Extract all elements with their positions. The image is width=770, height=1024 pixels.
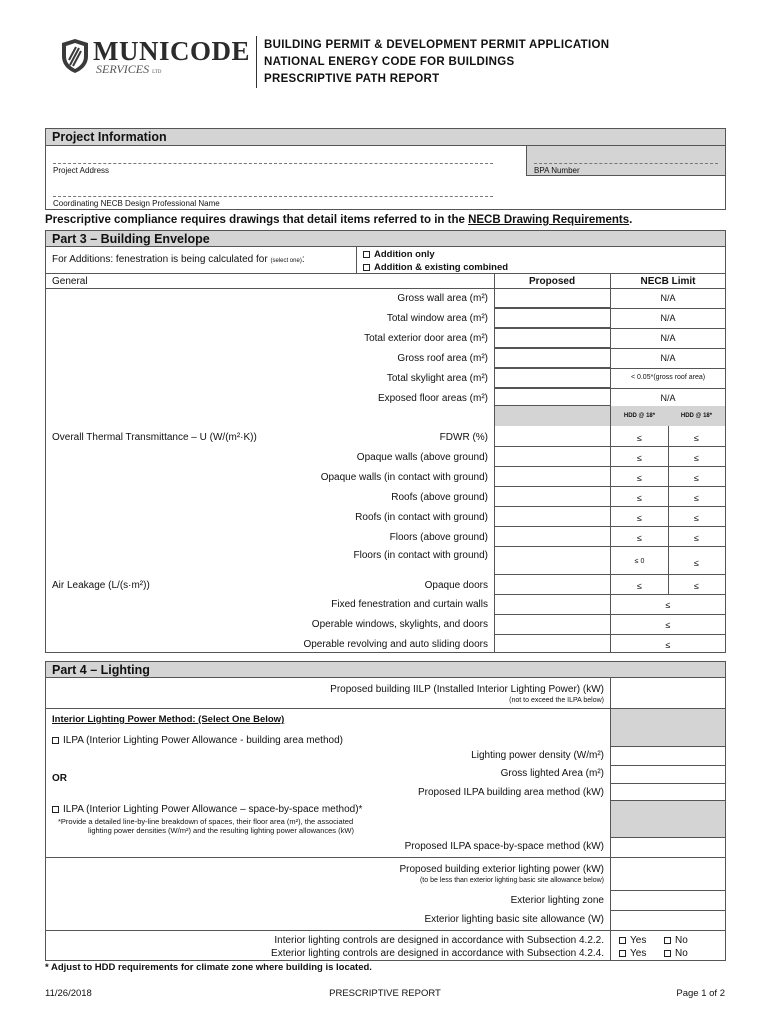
u-row-limit-b: ≤ <box>694 433 699 443</box>
lpd-label: Lighting power density (W/m²) <box>471 750 604 761</box>
u-value-label: Overall Thermal Transmittance – U (W/(m²·K)) <box>52 432 257 443</box>
logo-main-text: MUNICODE <box>93 36 250 66</box>
ext-yes-checkbox[interactable] <box>619 950 626 957</box>
u-row-label: Floors (above ground) <box>389 532 488 543</box>
air-row-limit: ≤ <box>665 620 671 630</box>
additions-label: For Additions: fenestration is being calculated for (select one): <box>52 254 305 265</box>
air-row-label: Operable windows, skylights, and doors <box>311 619 488 630</box>
general-row-limit: N/A <box>660 293 676 303</box>
u-row-limit-a: ≤ <box>637 581 642 591</box>
general-row-proposed-input[interactable] <box>495 308 610 328</box>
general-row-proposed-input[interactable] <box>495 388 610 406</box>
necb-drawing-requirements-link[interactable]: NECB Drawing Requirements <box>468 214 630 226</box>
header-divider <box>256 36 257 88</box>
or-label: OR <box>52 773 67 784</box>
u-row-limit-a: ≤ <box>637 513 642 523</box>
addition-existing-checkbox[interactable] <box>363 264 370 271</box>
bpa-number-label: BPA Number <box>534 166 580 175</box>
project-address-label: Project Address <box>53 166 110 175</box>
general-row-label: Exposed floor areas (m²) <box>377 393 488 404</box>
u-row-label: Opaque doors <box>424 580 488 591</box>
u-row-limit-a: ≤ 0 <box>634 558 645 565</box>
col-proposed: Proposed <box>528 276 576 287</box>
coordinating-professional-field[interactable] <box>53 196 493 197</box>
ext-power-label: Proposed building exterior lighting power (kW) <box>399 864 604 875</box>
logo-sub-text: SERVICES LTD <box>96 62 162 76</box>
u-row-limit-b: ≤ <box>694 473 699 483</box>
general-row-label: Total window area (m²) <box>386 313 488 324</box>
general-row-label: Total skylight area (m²) <box>386 373 488 384</box>
general-label: General <box>52 276 88 287</box>
ilpa-space-option[interactable]: ILPA (Interior Lighting Power Allowance – space-by-space method)* <box>52 804 362 815</box>
project-address-field[interactable] <box>53 163 493 164</box>
general-row-proposed-input[interactable] <box>495 368 610 388</box>
hdd-footnote: * Adjust to HDD requirements for climate zone where building is located. <box>45 962 372 973</box>
row-divider <box>494 506 726 507</box>
footer-date: 11/26/2018 <box>45 988 92 999</box>
general-row-label: Total exterior door area (m²) <box>364 333 488 344</box>
u-row-limit-b: ≤ <box>694 558 699 568</box>
row-divider <box>494 574 726 575</box>
row-divider <box>494 466 726 467</box>
u-row-limit-a: ≤ <box>637 473 642 483</box>
general-row-limit: N/A <box>660 313 676 323</box>
u-row-limit-b: ≤ <box>694 453 699 463</box>
general-row-proposed-input[interactable] <box>495 288 610 308</box>
int-yes-checkbox[interactable] <box>619 937 626 944</box>
u-row-limit-b: ≤ <box>694 493 699 503</box>
compliance-notice: Prescriptive compliance requires drawings that detail items referred to in the NECB Drawing Requirements. <box>45 214 633 226</box>
coordinating-professional-label: Coordinating NECB Design Professional Name <box>53 199 220 208</box>
row-divider <box>494 594 726 595</box>
gla-label: Gross lighted Area (m²) <box>500 768 604 779</box>
air-leakage-label: Air Leakage (L/(s·m²)) <box>52 580 150 591</box>
iilp-label: Proposed building IILP (Installed Interior Lighting Power) (kW) <box>330 684 604 695</box>
u-row-label: FDWR (%) <box>439 432 488 443</box>
footer-title: PRESCRIPTIVE REPORT <box>329 988 441 999</box>
space-note-2: lighting power densities (W/m²) and the resulting lighting power allowances (kW) <box>88 826 354 835</box>
u-row-limit-b: ≤ <box>694 533 699 543</box>
air-row-label: Operable revolving and auto sliding doors <box>303 639 488 650</box>
addition-existing-option[interactable]: Addition & existing combined <box>363 262 508 273</box>
hdd-col-1: HDD @ 18* <box>623 413 656 419</box>
method-grey-cell <box>611 709 725 746</box>
u-row-limit-a: ≤ <box>637 453 642 463</box>
int-controls-label: Interior lighting controls are designed in accordance with Subsection 4.2.2. <box>274 935 604 946</box>
int-controls-yes[interactable]: Yes <box>619 935 646 946</box>
header-title-2: NATIONAL ENERGY CODE FOR BUILDINGS <box>264 56 515 68</box>
ext-no-checkbox[interactable] <box>664 950 671 957</box>
ilpa-space-result-label: Proposed ILPA space-by-space method (kW) <box>404 841 604 852</box>
addition-only-checkbox[interactable] <box>363 251 370 258</box>
general-row-proposed-input[interactable] <box>495 328 610 348</box>
row-divider <box>494 546 726 547</box>
general-row-limit: N/A <box>660 353 676 363</box>
u-row-label: Opaque walls (above ground) <box>356 452 488 463</box>
air-row-label: Fixed fenestration and curtain walls <box>331 599 488 610</box>
general-row-proposed-input[interactable] <box>495 348 610 368</box>
u-row-label: Roofs (in contact with ground) <box>355 512 488 523</box>
u-row-limit-a: ≤ <box>637 533 642 543</box>
ext-allow-label: Exterior lighting basic site allowance (W) <box>424 914 604 925</box>
ilpa-area-checkbox[interactable] <box>52 737 59 744</box>
ext-power-note: (to be less than exterior lighting basic site allowance below) <box>419 877 604 884</box>
air-row-limit: ≤ <box>665 600 671 610</box>
ilpa-space-checkbox[interactable] <box>52 806 59 813</box>
row-divider <box>494 614 726 615</box>
general-row-limit: N/A <box>660 393 676 403</box>
u-row-label: Floors (in contact with ground) <box>353 550 488 561</box>
ext-controls-no[interactable]: No <box>664 948 688 959</box>
general-row-label: Gross roof area (m²) <box>397 353 488 364</box>
ext-controls-yes[interactable]: Yes <box>619 948 646 959</box>
municode-logo <box>60 36 250 80</box>
u-row-limit-a: ≤ <box>637 493 642 503</box>
part3-header: Part 3 – Building Envelope <box>45 230 726 247</box>
ext-zone-label: Exterior lighting zone <box>510 895 604 906</box>
footer-page: Page 1 of 2 <box>676 988 725 999</box>
iilp-note: (not to exceed the ILPA below) <box>509 697 604 704</box>
col-necb-limit: NECB Limit <box>640 276 696 287</box>
air-row-limit: ≤ <box>665 640 671 650</box>
space-grey-cell <box>611 801 725 837</box>
bpa-number-field[interactable] <box>534 163 718 164</box>
shield-icon <box>60 38 90 74</box>
space-note-1: *Provide a detailed line-by-line breakdown of spaces, their floor area (m²), the associated <box>58 817 354 826</box>
header-title-3: PRESCRIPTIVE PATH REPORT <box>264 73 440 85</box>
row-divider <box>494 526 726 527</box>
general-row-limit: N/A <box>660 333 676 343</box>
header-title-1: BUILDING PERMIT & DEVELOPMENT PERMIT APPLICATION <box>264 39 610 51</box>
general-row-label: Gross wall area (m²) <box>397 293 488 304</box>
addition-only-option[interactable]: Addition only <box>363 249 435 260</box>
int-no-checkbox[interactable] <box>664 937 671 944</box>
int-controls-no[interactable]: No <box>664 935 688 946</box>
ilpa-area-result-label: Proposed ILPA building area method (kW) <box>417 787 604 798</box>
project-information-header: Project Information <box>45 128 726 146</box>
row-divider <box>494 634 726 635</box>
method-title: Interior Lighting Power Method: (Select One Below) <box>52 714 285 725</box>
ilpa-area-option[interactable]: ILPA (Interior Lighting Power Allowance - building area method) <box>52 735 343 746</box>
part4-header: Part 4 – Lighting <box>45 661 726 678</box>
u-row-label: Roofs (above ground) <box>391 492 488 503</box>
u-row-limit-a: ≤ <box>637 433 642 443</box>
u-row-limit-b: ≤ <box>694 513 699 523</box>
ext-controls-label: Exterior lighting controls are designed in accordance with Subsection 4.2.4. <box>271 948 604 959</box>
row-divider <box>494 486 726 487</box>
hdd-col-2: HDD @ 18* <box>680 413 713 419</box>
u-row-label: Opaque walls (in contact with ground) <box>320 472 488 483</box>
u-row-limit-b: ≤ <box>694 581 699 591</box>
general-row-limit: < 0.05*(gross roof area) <box>630 374 706 381</box>
row-divider <box>494 446 726 447</box>
hdd-grey-cell <box>495 406 610 426</box>
